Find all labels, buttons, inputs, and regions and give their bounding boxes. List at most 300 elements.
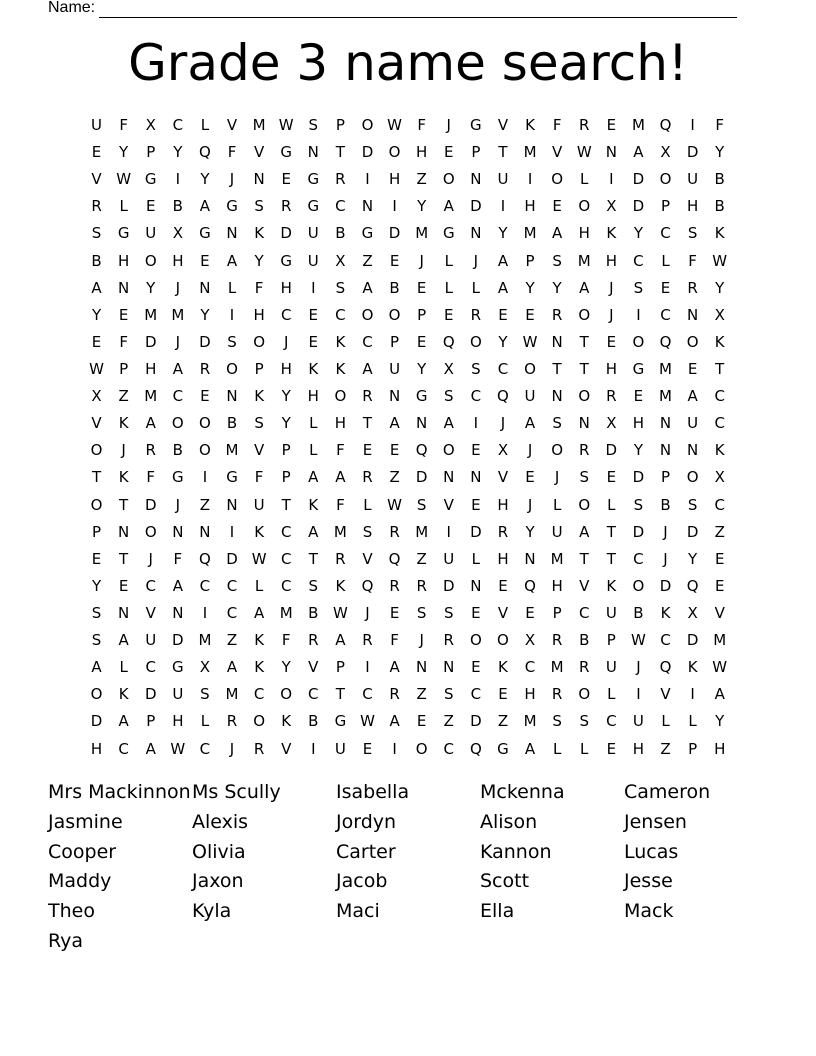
grid-letter: J xyxy=(609,278,614,297)
grid-letter: F xyxy=(417,116,426,134)
grid-letter: P xyxy=(146,712,156,731)
grid-letter: Z xyxy=(226,631,238,650)
word-list-item: Jasmine xyxy=(48,810,123,833)
grid-letter: M xyxy=(523,224,537,243)
grid-letter: F xyxy=(688,251,697,270)
grid-letter: K xyxy=(254,658,265,677)
grid-letter: M xyxy=(279,603,293,622)
grid-letter: P xyxy=(254,359,264,378)
grid-letter: E xyxy=(118,576,129,595)
grid-letter: I xyxy=(690,116,695,134)
grid-letter: O xyxy=(551,170,564,189)
grid-letter: A xyxy=(145,739,156,758)
grid-letter: L xyxy=(309,441,318,460)
grid-letter: N xyxy=(443,468,455,487)
grid-letter: G xyxy=(226,197,238,216)
word-list-item: Kyla xyxy=(192,900,232,923)
grid-letter: X xyxy=(606,414,617,433)
grid-letter: S xyxy=(254,414,264,433)
grid-letter: W xyxy=(360,712,375,731)
grid-letter: A xyxy=(552,224,563,243)
grid-letter: Z xyxy=(714,522,725,541)
grid-letter: V xyxy=(497,116,509,134)
name-label: Name: xyxy=(48,0,96,16)
grid-letter: Q xyxy=(361,576,374,595)
grid-letter: V xyxy=(362,549,373,568)
grid-letter: Y xyxy=(281,658,291,677)
grid-letter: R xyxy=(145,441,156,460)
grid-letter: C xyxy=(335,197,346,216)
grid-letter: W xyxy=(631,631,646,650)
grid-letter: N xyxy=(524,549,536,568)
grid-letter: J xyxy=(663,522,668,541)
grid-letter: I xyxy=(473,414,479,433)
grid-letter: R xyxy=(443,631,454,650)
grid-letter: I xyxy=(392,197,397,216)
grid-letter: H xyxy=(307,387,319,406)
grid-letter: P xyxy=(146,143,156,162)
word-list-item: Kannon xyxy=(480,840,552,863)
grid-letter: C xyxy=(497,359,509,378)
grid-letter: Z xyxy=(416,549,427,568)
grid-letter: R xyxy=(91,197,102,216)
grid-letter: K xyxy=(335,359,346,378)
grid-letter: Y xyxy=(146,278,156,297)
grid-letter: C xyxy=(280,549,292,568)
grid-letter: M xyxy=(225,685,239,704)
grid-letter: O xyxy=(578,197,591,216)
grid-letter: H xyxy=(280,278,292,297)
grid-letter: I xyxy=(365,658,370,677)
grid-letter: M xyxy=(333,522,347,541)
grid-letter: C xyxy=(660,631,671,650)
grid-letter: K xyxy=(335,576,346,595)
grid-letter: R xyxy=(199,359,211,378)
grid-letter: S xyxy=(687,224,698,243)
grid-letter: J xyxy=(636,658,641,677)
grid-letter: G xyxy=(226,468,238,487)
grid-letter: F xyxy=(119,332,128,351)
grid-letter: V xyxy=(253,441,265,460)
grid-letter: X xyxy=(145,116,156,134)
word-list-item: Alexis xyxy=(192,810,249,833)
grid-letter: M xyxy=(415,522,429,541)
grid-letter: H xyxy=(416,143,428,162)
grid-letter: M xyxy=(659,359,672,378)
grid-letter: J xyxy=(175,495,181,514)
grid-letter: X xyxy=(714,468,725,487)
grid-letter: N xyxy=(470,224,482,243)
grid-letter: T xyxy=(498,143,508,162)
grid-letter: R xyxy=(579,658,590,677)
grid-letter: R xyxy=(389,685,400,704)
grid-letter: C xyxy=(199,576,211,595)
word-list-item: Ms Scully xyxy=(192,781,281,803)
grid-letter: F xyxy=(119,116,128,134)
grid-letter: N xyxy=(172,603,184,622)
grid-letter: O xyxy=(171,414,184,433)
grid-letter: E xyxy=(525,603,535,622)
grid-letter: U xyxy=(524,387,536,406)
grid-letter: M xyxy=(577,251,591,270)
grid-letter: I xyxy=(311,278,316,297)
word-list-item: Lucas xyxy=(624,840,679,863)
grid-letter: Y xyxy=(119,143,129,162)
grid-letter: A xyxy=(497,251,509,270)
word-list-item: Jensen xyxy=(624,810,687,833)
grid-letter: L xyxy=(254,576,264,595)
grid-letter: F xyxy=(552,116,562,134)
word-list-item: Jordyn xyxy=(336,810,397,833)
grid-letter: E xyxy=(416,332,427,351)
grid-letter: C xyxy=(578,603,590,622)
grid-letter: U xyxy=(632,712,644,731)
grid-letter: Q xyxy=(497,387,509,406)
grid-letter: A xyxy=(118,631,129,650)
grid-letter: G xyxy=(117,224,130,243)
word-list-item: Alison xyxy=(480,810,538,833)
grid-letter: A xyxy=(524,739,536,758)
grid-letter: R xyxy=(579,441,590,460)
grid-letter: C xyxy=(172,387,184,406)
grid-letter: O xyxy=(632,332,645,351)
grid-letter: A xyxy=(579,522,590,541)
grid-letter: L xyxy=(227,278,237,297)
grid-letter: H xyxy=(605,251,617,270)
grid-letter: G xyxy=(144,170,157,189)
grid-letter: S xyxy=(91,603,102,622)
grid-letter: O xyxy=(199,414,211,433)
grid-letter: B xyxy=(226,414,238,433)
grid-letter: Q xyxy=(199,143,211,162)
grid-letter: P xyxy=(660,197,671,216)
word-list-item: Jaxon xyxy=(192,870,244,893)
grid-letter: D xyxy=(361,143,374,162)
grid-letter: N xyxy=(253,170,265,189)
grid-letter: F xyxy=(146,468,156,487)
grid-letter: O xyxy=(388,143,401,162)
grid-letter: D xyxy=(470,522,482,541)
grid-letter: F xyxy=(336,441,345,460)
grid-letter: U xyxy=(145,631,157,650)
grid-letter: W xyxy=(712,251,728,270)
grid-letter: R xyxy=(362,468,373,487)
grid-letter: E xyxy=(606,116,617,134)
grid-letter: I xyxy=(175,170,181,189)
grid-letter: K xyxy=(118,468,129,487)
grid-letter: I xyxy=(446,522,451,541)
grid-letter: E xyxy=(552,197,562,216)
grid-letter: K xyxy=(254,522,265,541)
grid-letter: N xyxy=(551,332,563,351)
grid-letter: O xyxy=(524,359,536,378)
grid-letter: A xyxy=(362,278,373,297)
grid-letter: J xyxy=(527,495,533,514)
grid-letter: O xyxy=(90,495,103,514)
grid-letter: O xyxy=(578,387,591,406)
grid-letter: V xyxy=(145,603,156,622)
grid-letter: E xyxy=(687,359,698,378)
grid-letter: I xyxy=(202,603,208,622)
grid-letter: T xyxy=(579,332,589,351)
grid-letter: Y xyxy=(200,170,210,189)
name-field xyxy=(48,0,737,18)
grid-letter: L xyxy=(471,549,481,568)
grid-letter: R xyxy=(308,631,319,650)
grid-letter: U xyxy=(145,224,157,243)
grid-letter: Q xyxy=(686,576,699,595)
grid-letter: D xyxy=(172,631,184,650)
grid-letter: M xyxy=(523,143,537,162)
grid-letter: N xyxy=(118,522,130,541)
grid-letter: U xyxy=(307,251,319,270)
word-list-item: Mrs Mackinnon xyxy=(48,781,191,803)
grid-letter: K xyxy=(714,441,725,460)
grid-letter: D xyxy=(686,143,699,162)
grid-letter: F xyxy=(336,495,345,514)
grid-letter: O xyxy=(226,359,238,378)
grid-letter: M xyxy=(144,305,158,324)
grid-letter: X xyxy=(172,224,183,243)
grid-letter: H xyxy=(497,495,509,514)
grid-letter: E xyxy=(714,576,725,595)
word-list-item: Maddy xyxy=(48,870,112,893)
grid-letter: V xyxy=(714,603,725,622)
grid-letter: E xyxy=(118,305,129,324)
grid-letter: H xyxy=(145,359,157,378)
grid-letter: E xyxy=(91,549,102,568)
grid-letter: Q xyxy=(469,739,482,758)
word-list-item: Isabella xyxy=(336,781,410,803)
grid-letter: T xyxy=(579,359,589,378)
grid-letter: O xyxy=(199,441,211,460)
grid-letter: A xyxy=(308,468,319,487)
grid-letter: N xyxy=(443,658,455,677)
grid-letter: S xyxy=(254,197,264,216)
grid-letter: M xyxy=(659,387,672,406)
grid-letter: X xyxy=(660,143,671,162)
grid-letter: O xyxy=(415,739,428,758)
grid-letter: D xyxy=(632,197,645,216)
grid-letter: N xyxy=(226,495,238,514)
grid-letter: R xyxy=(551,685,563,704)
grid-letter: A xyxy=(389,712,400,731)
grid-letter: D xyxy=(442,576,455,595)
grid-letter: A xyxy=(389,414,400,433)
grid-letter: K xyxy=(335,332,346,351)
grid-letter: F xyxy=(173,549,183,568)
grid-letter: S xyxy=(552,251,562,270)
grid-letter: B xyxy=(308,603,319,622)
grid-letter: C xyxy=(280,522,292,541)
grid-letter: R xyxy=(253,739,265,758)
grid-letter: T xyxy=(715,359,725,378)
grid-letter: H xyxy=(172,251,184,270)
grid-letter: H xyxy=(686,197,699,216)
grid-letter: S xyxy=(633,495,644,514)
grid-letter: L xyxy=(661,712,670,731)
grid-letter: C xyxy=(280,305,292,324)
grid-letter: J xyxy=(229,739,235,758)
grid-letter: O xyxy=(632,576,645,595)
grid-letter: O xyxy=(144,251,157,270)
grid-letter: Y xyxy=(633,224,643,243)
grid-letter: W xyxy=(278,116,294,134)
grid-letter: P xyxy=(92,522,102,541)
grid-letter: A xyxy=(253,603,265,622)
grid-letter: E xyxy=(91,332,102,351)
grid-letter: E xyxy=(389,603,400,622)
grid-letter: U xyxy=(334,739,346,758)
grid-letter: C xyxy=(226,576,238,595)
grid-letter: D xyxy=(632,170,645,189)
grid-letter: X xyxy=(714,305,725,324)
grid-letter: N xyxy=(659,414,672,433)
word-list-item: Scott xyxy=(480,870,530,893)
grid-letter: L xyxy=(607,685,616,704)
grid-letter: F xyxy=(715,116,725,134)
grid-letter: T xyxy=(91,468,102,487)
grid-letter: Y xyxy=(254,251,264,270)
grid-letter: R xyxy=(416,576,427,595)
grid-letter: Y xyxy=(91,305,102,324)
name-underline xyxy=(99,2,737,18)
grid-letter: E xyxy=(444,305,454,324)
grid-letter: C xyxy=(335,305,346,324)
grid-letter: R xyxy=(551,305,563,324)
grid-letter: Y xyxy=(498,224,508,243)
grid-letter: S xyxy=(416,495,427,514)
grid-letter: U xyxy=(605,603,617,622)
grid-letter: D xyxy=(388,224,401,243)
grid-letter: D xyxy=(144,332,157,351)
grid-letter: S xyxy=(444,387,454,406)
grid-letter: Y xyxy=(688,549,698,568)
grid-letter: K xyxy=(254,631,265,650)
grid-letter: K xyxy=(714,332,725,351)
grid-letter: H xyxy=(334,414,347,433)
grid-letter: C xyxy=(714,387,725,406)
grid-letter: D xyxy=(686,631,699,650)
grid-letter: L xyxy=(552,739,562,758)
grid-letter: R xyxy=(551,631,563,650)
grid-letter: F xyxy=(254,278,264,297)
grid-letter: C xyxy=(280,576,292,595)
grid-letter: S xyxy=(362,522,373,541)
grid-letter: I xyxy=(636,305,641,324)
grid-letter: S xyxy=(552,414,562,433)
grid-letter: W xyxy=(89,359,104,378)
grid-letter: O xyxy=(578,305,591,324)
grid-letter: O xyxy=(280,685,293,704)
grid-letter: T xyxy=(281,495,291,514)
grid-letter: J xyxy=(500,414,506,433)
grid-letter: I xyxy=(527,170,533,189)
grid-letter: W xyxy=(251,549,267,568)
grid-letter: J xyxy=(175,278,181,297)
grid-letter: W xyxy=(170,739,186,758)
grid-letter: J xyxy=(663,549,668,568)
grid-letter: A xyxy=(199,197,211,216)
grid-letter: R xyxy=(606,387,617,406)
grid-letter: W xyxy=(387,116,402,134)
grid-letter: B xyxy=(714,170,725,189)
grid-letter: R xyxy=(335,170,346,189)
grid-letter: S xyxy=(444,685,454,704)
grid-letter: L xyxy=(200,712,210,731)
grid-letter: N xyxy=(226,387,238,406)
grid-letter: W xyxy=(387,495,402,514)
grid-letter: V xyxy=(497,468,509,487)
grid-letter: F xyxy=(390,631,399,650)
grid-letter: Y xyxy=(173,143,183,162)
grid-letter: E xyxy=(91,143,102,162)
grid-letter: N xyxy=(470,170,482,189)
grid-letter: P xyxy=(660,468,671,487)
grid-letter: E xyxy=(498,305,508,324)
grid-letter: H xyxy=(632,739,645,758)
grid-letter: G xyxy=(280,143,293,162)
grid-letter: Y xyxy=(525,278,535,297)
grid-letter: S xyxy=(416,603,427,622)
grid-letter: A xyxy=(633,143,644,162)
grid-letter: E xyxy=(606,739,617,758)
grid-letter: N xyxy=(551,387,563,406)
grid-letter: E xyxy=(498,576,508,595)
grid-letter: S xyxy=(335,278,346,297)
grid-letter: E xyxy=(471,495,481,514)
grid-letter: G xyxy=(442,224,455,243)
grid-letter: G xyxy=(415,387,428,406)
grid-letter: Y xyxy=(525,522,535,541)
grid-letter: B xyxy=(389,278,400,297)
grid-letter: K xyxy=(525,116,535,134)
grid-letter: V xyxy=(91,170,102,189)
grid-letter: M xyxy=(550,549,564,568)
grid-letter: Q xyxy=(659,116,672,134)
grid-letter: Y xyxy=(417,197,427,216)
grid-letter: E xyxy=(471,603,481,622)
word-list-item: Jesse xyxy=(624,870,673,893)
grid-letter: Q xyxy=(442,332,455,351)
grid-letter: W xyxy=(522,332,538,351)
grid-letter: E xyxy=(281,170,291,189)
grid-letter: K xyxy=(714,224,725,243)
grid-letter: D xyxy=(632,468,645,487)
grid-letter: O xyxy=(90,441,103,460)
grid-letter: X xyxy=(91,387,102,406)
grid-letter: P xyxy=(688,739,698,758)
grid-letter: X xyxy=(524,631,536,650)
grid-letter: B xyxy=(172,197,183,216)
grid-letter: E xyxy=(416,278,427,297)
grid-letter: G xyxy=(334,712,347,731)
grid-letter: P xyxy=(119,359,129,378)
grid-letter: C xyxy=(145,576,156,595)
grid-letter: Y xyxy=(498,332,508,351)
grid-letter: D xyxy=(226,549,238,568)
grid-letter: M xyxy=(225,441,239,460)
grid-letter: B xyxy=(633,603,644,622)
grid-letter: C xyxy=(362,685,373,704)
grid-letter: D xyxy=(199,332,211,351)
grid-letter: T xyxy=(606,549,616,568)
grid-letter: B xyxy=(335,224,346,243)
grid-letter: M xyxy=(523,712,537,731)
grid-letter: A xyxy=(145,414,156,433)
grid-letter: H xyxy=(714,739,726,758)
grid-letter: I xyxy=(365,170,370,189)
